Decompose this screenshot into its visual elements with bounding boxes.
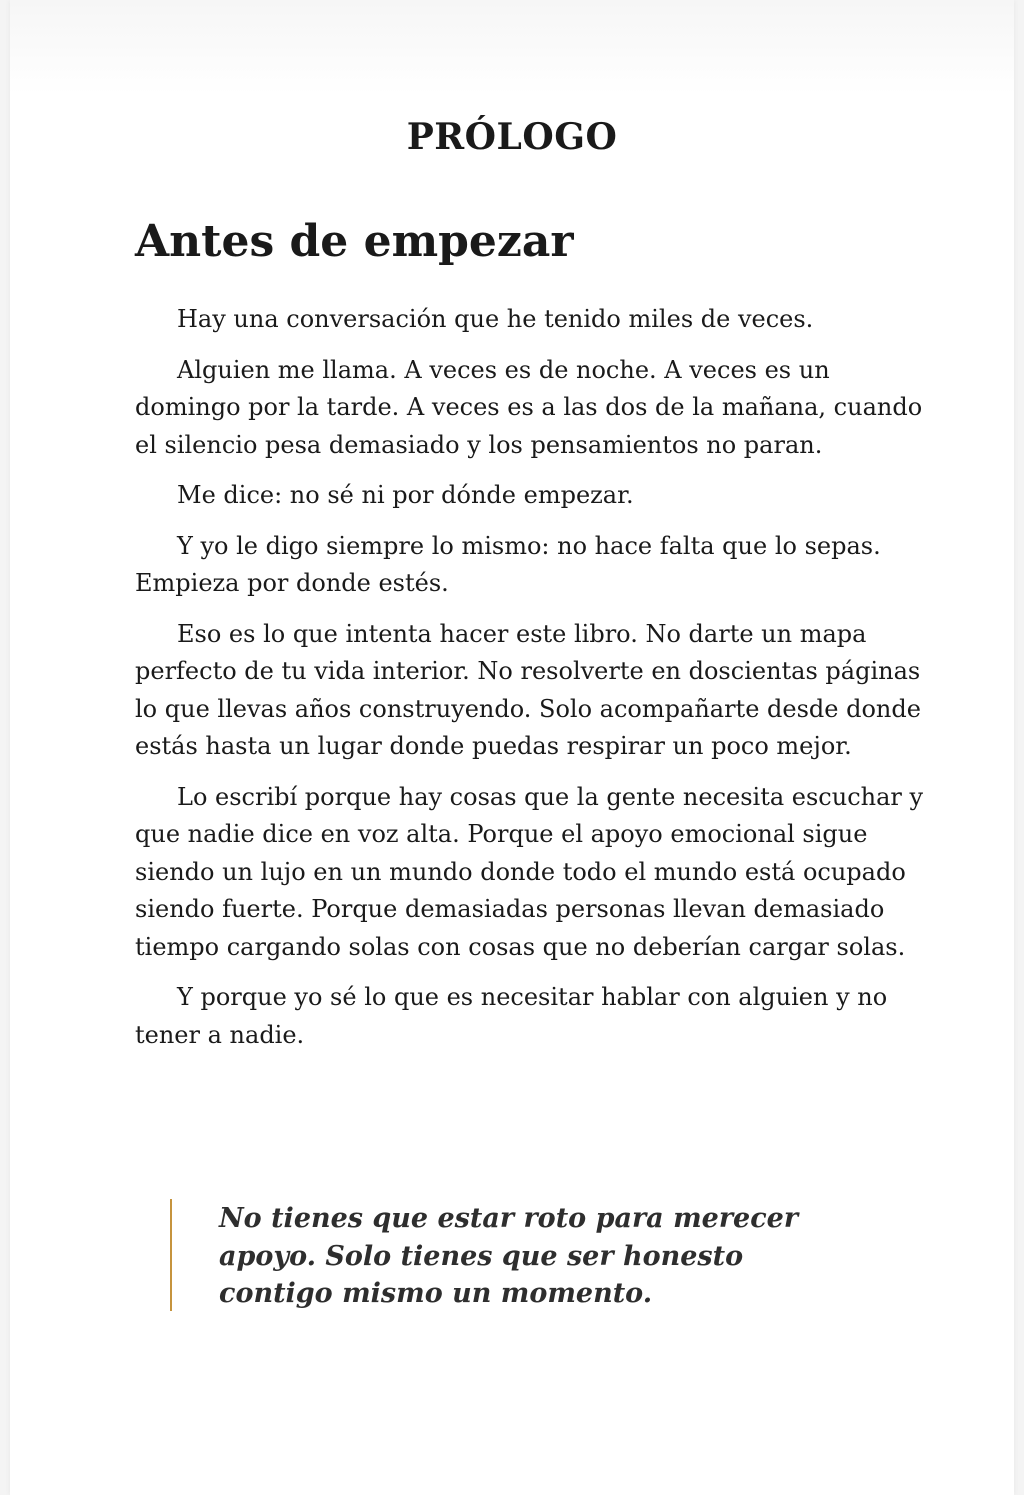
paragraph: Y porque yo sé lo que es necesitar hablar con alguien y no tener a nadie. — [135, 983, 888, 1049]
paragraph: Y yo le digo siempre lo mismo: no hace falta que lo sepas. Empieza por donde estés. — [135, 531, 881, 597]
paragraph: Hay una conversación que he tenido miles de veces. — [177, 305, 814, 333]
page-top-shadow — [10, 0, 1014, 95]
chapter-label: PRÓLOGO — [406, 116, 618, 158]
paragraph: Alguien me llama. A veces es de noche. A veces es un domingo por la tarde. A veces es a las dos de la mañana, cuando el silencio pesa demasiado y los pensamientos no paran. — [135, 355, 923, 459]
paragraph: Me dice: no sé ni por dónde empezar. — [177, 481, 634, 509]
paragraph: Eso es lo que intenta hacer este libro. No darte un mapa perfecto de tu vida interior. No resolverte en doscientas páginas lo que llevas años construyendo. Solo acompañarte desde donde estás hasta un lugar donde puedas respirar un poco mejor. — [135, 619, 921, 760]
chapter-title: Antes de empezar — [135, 216, 574, 267]
pull-quote-text: No tienes que estar roto para merecer apoyo. Solo tienes que ser honesto contigo mismo un momento. — [219, 1203, 799, 1309]
paragraph: Lo escribí porque hay cosas que la gente necesita escuchar y que nadie dice en voz alta. Porque el apoyo emocional sigue siendo un lujo en un mundo donde todo el mundo está ocupado siendo fuerte. Porque demasiadas personas llevan demasiado tiempo cargando solas con cosas que no deberían cargar solas. — [135, 782, 924, 961]
chapter-body — [135, 301, 935, 1067]
pull-quote — [170, 1199, 850, 1311]
